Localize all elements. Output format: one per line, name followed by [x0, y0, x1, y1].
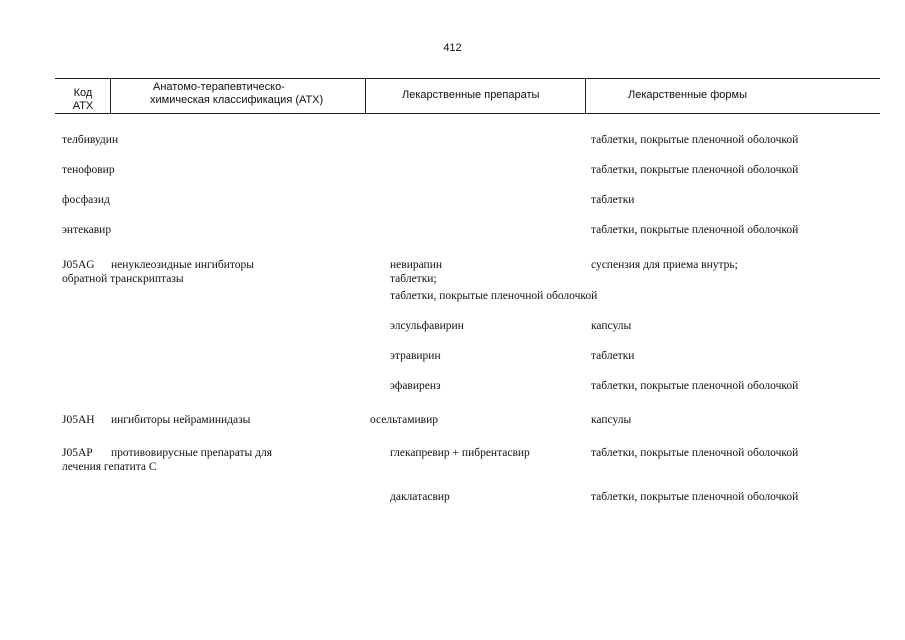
header-divider-1: [110, 78, 111, 113]
header-forms: Лекарственные формы: [628, 89, 747, 101]
atc-class-name-cont: лечения гепатита С: [62, 461, 157, 473]
table-row-drug: невирапин: [390, 259, 443, 271]
table-row-form: таблетки, покрытые пленочной оболочкой: [591, 491, 799, 503]
table-row-form: таблетки;: [390, 273, 437, 285]
atc-group-j05ah: [62, 414, 250, 427]
table-row-form: таблетки, покрытые пленочной оболочкой: [591, 134, 799, 146]
atc-code: J05AP: [62, 447, 93, 459]
header-drugs: Лекарственные препараты: [402, 89, 540, 101]
table-row-class-name: фосфазид: [62, 194, 110, 206]
table-row-drug: даклатасвир: [390, 491, 450, 503]
atc-class-name-cont: обратной транскриптазы: [62, 273, 184, 285]
table-row-form: капсулы: [591, 320, 632, 332]
table-row-class-name: тенофовир: [62, 164, 115, 176]
table-row-form: таблетки, покрытые пленочной оболочкой: [591, 224, 799, 236]
table-row-drug: этравирин: [390, 350, 441, 362]
atc-code: J05AH: [62, 414, 95, 426]
table-row-form: таблетки, покрытые пленочной оболочкой: [390, 290, 598, 302]
atc-code: J05AG: [62, 259, 95, 271]
table-row-form: таблетки, покрытые пленочной оболочкой: [591, 164, 799, 176]
atc-group-j05ag: [62, 259, 254, 272]
atc-class-name: противовирусные препараты для: [111, 447, 273, 459]
table-row-drug: элсульфавирин: [390, 320, 464, 332]
table-row-form: таблетки, покрытые пленочной оболочкой: [591, 380, 799, 392]
table-row-form: суспензия для приема внутрь;: [591, 259, 738, 271]
table-row-form: таблетки: [591, 194, 635, 206]
atc-class-name: ненуклеозидные ингибиторы: [111, 259, 255, 271]
table-row-drug: глекапревир + пибрентасвир: [390, 447, 530, 459]
table-row-class-name: энтекавир: [62, 224, 112, 236]
header-divider-3: [585, 78, 586, 113]
table-top-rule: [55, 78, 880, 79]
table-row-form: таблетки, покрытые пленочной оболочкой: [591, 447, 799, 459]
page-number: 412: [443, 42, 462, 54]
table-row-form: капсулы: [591, 414, 632, 426]
table-row-form: таблетки: [591, 350, 635, 362]
table-header-bottom-rule: [55, 113, 880, 114]
table-row-class-name: телбивудин: [62, 134, 119, 146]
table-row-drug: эфавиренз: [390, 380, 441, 392]
atc-class-name: ингибиторы нейраминидазы: [111, 414, 251, 426]
header-divider-2: [365, 78, 366, 113]
header-atc: Анатомо-терапевтическо- химическая классификация (АТХ): [150, 81, 324, 106]
table-row-drug: осельтамивир: [370, 414, 438, 426]
header-code: Код АТХ: [72, 87, 94, 112]
atc-group-j05ap: [62, 447, 272, 460]
